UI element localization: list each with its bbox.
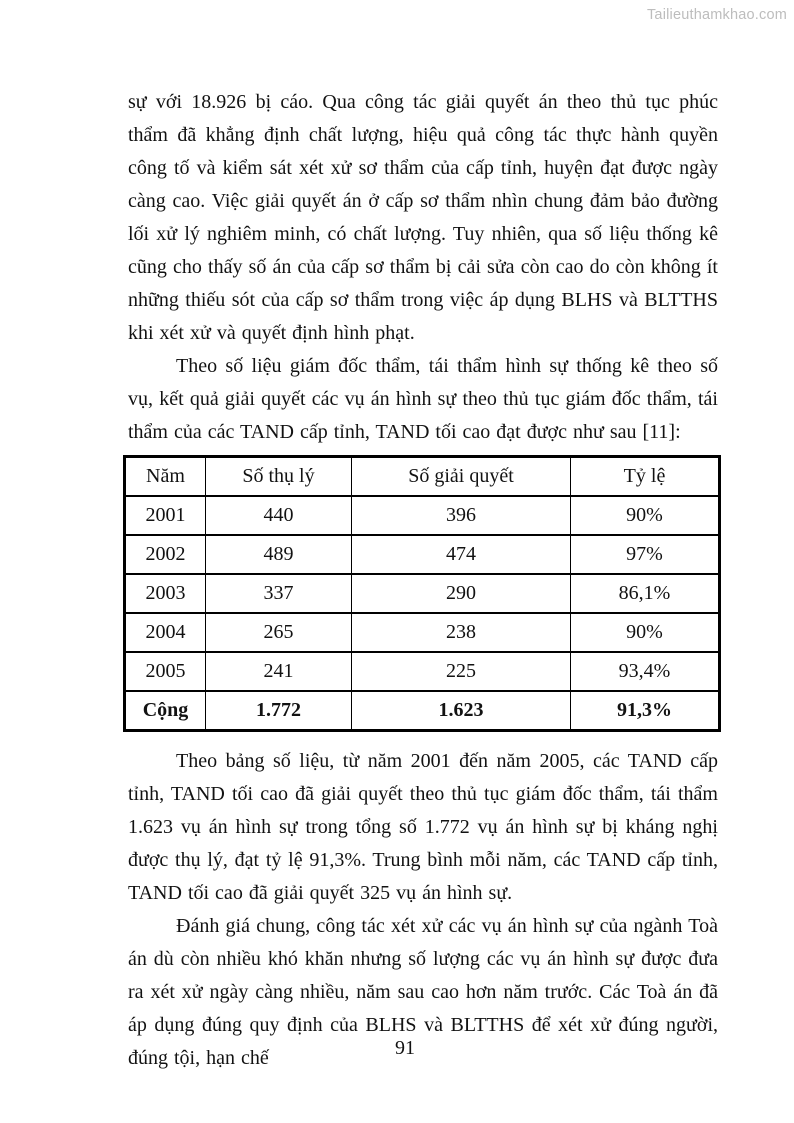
cell-total-label: Cộng bbox=[125, 691, 206, 731]
cell-received: 265 bbox=[206, 613, 352, 652]
header-cell-rate: Tỷ lệ bbox=[571, 457, 720, 497]
cell-total-received: 1.772 bbox=[206, 691, 352, 731]
table-row bbox=[125, 574, 720, 613]
cell-received: 241 bbox=[206, 652, 352, 691]
cell-year: 2005 bbox=[125, 652, 206, 691]
statistics-table bbox=[123, 455, 721, 732]
header-cell-resolved: Số giải quyết bbox=[352, 457, 571, 497]
cell-received: 489 bbox=[206, 535, 352, 574]
table-row bbox=[125, 535, 720, 574]
watermark-text: Tailieuthamkhao.com bbox=[646, 7, 787, 23]
table-row bbox=[125, 652, 720, 691]
paragraph-continuation: sự với 18.926 bị cáo. Qua công tác giải quyết án theo thủ tục phúc thẩm đã khẳng định chất lượng, hiệu quả công tác thực hành quyền công tố và kiểm sát xét xử sơ thẩm của cấp tỉnh, huyện đạt được ngày càng cao. Việc giải quyết án ở cấp sơ thẩm nhìn chung đảm bảo đường lối xử lý nghiêm minh, có chất lượng. Tuy nhiên, qua số liệu thống kê cũng cho thấy số án của cấp sơ thẩm bị cải sửa còn cao do còn không ít những thiếu sót của cấp sơ thẩm trong việc áp dụng BLHS và BLTTHS khi xét xử và quyết định hình phạt. bbox=[128, 91, 718, 344]
cell-resolved: 290 bbox=[352, 574, 571, 613]
page-body bbox=[128, 86, 718, 1075]
cell-received: 337 bbox=[206, 574, 352, 613]
cell-total-resolved: 1.623 bbox=[352, 691, 571, 731]
page-number: 91 bbox=[395, 1037, 415, 1059]
cell-year: 2004 bbox=[125, 613, 206, 652]
cell-received: 440 bbox=[206, 496, 352, 535]
paragraph-table-analysis: Theo bảng số liệu, từ năm 2001 đến năm 2005, các TAND cấp tỉnh, TAND tối cao đã giải quyết theo thủ tục giám đốc thẩm, tái thẩm 1.623 vụ án hình sự trong tổng số 1.772 vụ án hình sự bị kháng nghị được thụ lý, đạt tỷ lệ 91,3%. Trung bình mỗi năm, các TAND cấp tỉnh, TAND tối cao đã giải quyết 325 vụ án hình sự. bbox=[128, 750, 718, 904]
header-cell-received: Số thụ lý bbox=[206, 457, 352, 497]
cell-year: 2002 bbox=[125, 535, 206, 574]
cell-rate: 90% bbox=[571, 496, 720, 535]
cell-resolved: 474 bbox=[352, 535, 571, 574]
table-row bbox=[125, 613, 720, 652]
cell-year: 2001 bbox=[125, 496, 206, 535]
cell-rate: 90% bbox=[571, 613, 720, 652]
paragraph-general-assessment: Đánh giá chung, công tác xét xử các vụ án hình sự của ngành Toà án dù còn nhiều khó khăn nhưng số lượng các vụ án hình sự được đưa ra xét xử ngày càng nhiều, năm sau cao hơn năm trước. Các Toà án đã áp dụng đúng quy định của BLHS và BLTTHS để xét xử đúng người, đúng tội, hạn chế bbox=[128, 915, 718, 1069]
cell-total-rate: 91,3% bbox=[571, 691, 720, 731]
table-row bbox=[125, 496, 720, 535]
table-total-row bbox=[125, 691, 720, 731]
cell-resolved: 225 bbox=[352, 652, 571, 691]
table-header-row bbox=[125, 457, 720, 497]
header-cell-year: Năm bbox=[125, 457, 206, 497]
cell-year: 2003 bbox=[125, 574, 206, 613]
cell-resolved: 396 bbox=[352, 496, 571, 535]
cell-resolved: 238 bbox=[352, 613, 571, 652]
cell-rate: 93,4% bbox=[571, 652, 720, 691]
paragraph-table-intro: Theo số liệu giám đốc thẩm, tái thẩm hình sự thống kê theo số vụ, kết quả giải quyết các vụ án hình sự theo thủ tục giám đốc thẩm, tái thẩm của các TAND cấp tỉnh, TAND tối cao đạt được như sau [11]: bbox=[128, 355, 718, 443]
cell-rate: 97% bbox=[571, 535, 720, 574]
cell-rate: 86,1% bbox=[571, 574, 720, 613]
